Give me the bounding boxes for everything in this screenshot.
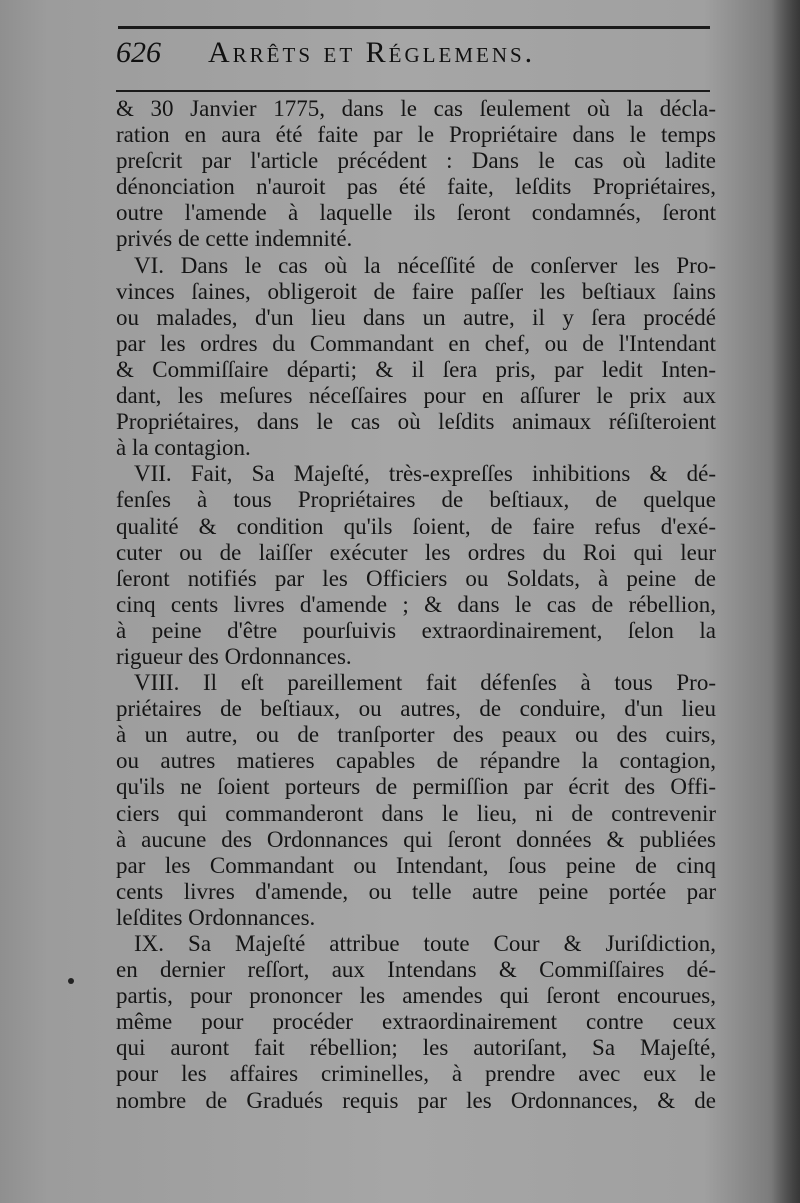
- text-line: qui auront fait rébellion; les autoriſant, Sa Majeſté,: [116, 1035, 716, 1061]
- text-line: cuter ou de laiſſer exécuter les ordres du Roi qui leur: [116, 539, 716, 565]
- text-line: à un autre, ou de tranſporter des peaux ou des cuirs,: [116, 722, 716, 748]
- text-line: cents livres d'amende, ou telle autre peine portée par: [116, 878, 716, 904]
- text-line: dénonciation n'auroit pas été faite, leſdits Propriétaires,: [116, 174, 716, 200]
- text-line: qu'ils ne ſoient porteurs de permiſſion par écrit des Offi-: [116, 774, 716, 800]
- text-line: pour les affaires criminelles, à prendre avec eux le: [116, 1061, 716, 1087]
- text-line: dant, les meſures néceſſaires pour en aſſurer le prix aux: [116, 383, 716, 409]
- text-line: même pour procéder extraordinairement contre ceux: [116, 1009, 716, 1035]
- text-line: nombre de Gradués requis par les Ordonnances, & de: [116, 1087, 716, 1113]
- text-line: ou malades, d'un lieu dans un autre, il y ſera procédé: [116, 304, 716, 330]
- text-line: à peine d'être pourſuivis extraordinairement, ſelon la: [116, 617, 716, 643]
- text-line: par les ordres du Commandant en chef, ou de l'Intendant: [116, 330, 716, 356]
- text-line: Propriétaires, dans le cas où leſdits animaux réſiſteroient: [116, 409, 716, 435]
- article-ix-first-line: IX. Sa Majeſté attribue toute Cour & Juriſdiction,: [134, 931, 716, 956]
- text-line: à aucune des Ordonnances qui ſeront données & publiées: [116, 826, 716, 852]
- text-line: par les Commandant ou Intendant, ſous peine de cinq: [116, 852, 716, 878]
- text-line: outre l'amende à laquelle ils ſeront condamnés, ſeront: [116, 200, 716, 226]
- text-line: vinces ſaines, obligeroit de faire paſſer les beſtiaux ſains: [116, 278, 716, 304]
- text-line: leſdites Ordonnances.: [116, 904, 316, 930]
- text-line: priétaires de beſtiaux, ou autres, de conduire, d'un lieu: [116, 696, 716, 722]
- text-line: ration en aura été faite par le Propriétaire dans le temps: [116, 122, 716, 148]
- text-line: ſeront notifiés par les Officiers ou Soldats, à peine de: [116, 565, 716, 591]
- running-head: Arrêts et Réglemens.: [208, 36, 536, 69]
- article-vi-first-line: VI. Dans le cas où la néceſſité de conſerver les Pro-: [134, 252, 716, 278]
- text-line: fenſes à tous Propriétaires de beſtiaux, de quelque: [116, 487, 716, 513]
- text-line: qualité & condition qu'ils ſoient, de faire refus d'exé-: [116, 513, 716, 539]
- text-line: & Commiſſaire départi; & il ſera pris, par ledit Inten-: [116, 356, 716, 382]
- text-line: preſcrit par l'article précédent : Dans le cas où ladite: [116, 148, 716, 174]
- text-line: partis, pour prononcer les amendes qui ſeront encourues,: [116, 983, 716, 1009]
- text-line: & 30 Janvier 1775, dans le cas ſeulement où la décla-: [116, 96, 716, 121]
- header-bottom-rule: [116, 90, 710, 92]
- body-text: [116, 96, 716, 1114]
- text-line: en dernier reſſort, aux Intendans & Commiſſaires dé-: [116, 957, 716, 983]
- text-line: privés de cette indemnité.: [116, 226, 353, 252]
- page-edge-shadow: [772, 0, 800, 1203]
- text-line: ciers qui commanderont dans le lieu, ni de contrevenir: [116, 800, 716, 826]
- article-vii-first-line: VII. Fait, Sa Majeſté, très-expreſſes inhibitions & dé-: [134, 461, 716, 487]
- text-line: à la contagion.: [116, 435, 251, 461]
- margin-dot: [68, 978, 74, 984]
- page-number: 626: [116, 36, 161, 69]
- text-line: ou autres matieres capables de répandre la contagion,: [116, 748, 716, 774]
- page-header: [116, 36, 712, 80]
- header-top-rule: [118, 26, 710, 29]
- text-line: rigueur des Ordonnances.: [116, 643, 352, 669]
- article-viii-first-line: VIII. Il eſt pareillement fait défenſes à tous Pro-: [134, 670, 716, 696]
- text-line: cinq cents livres d'amende ; & dans le cas de rébellion,: [116, 591, 716, 617]
